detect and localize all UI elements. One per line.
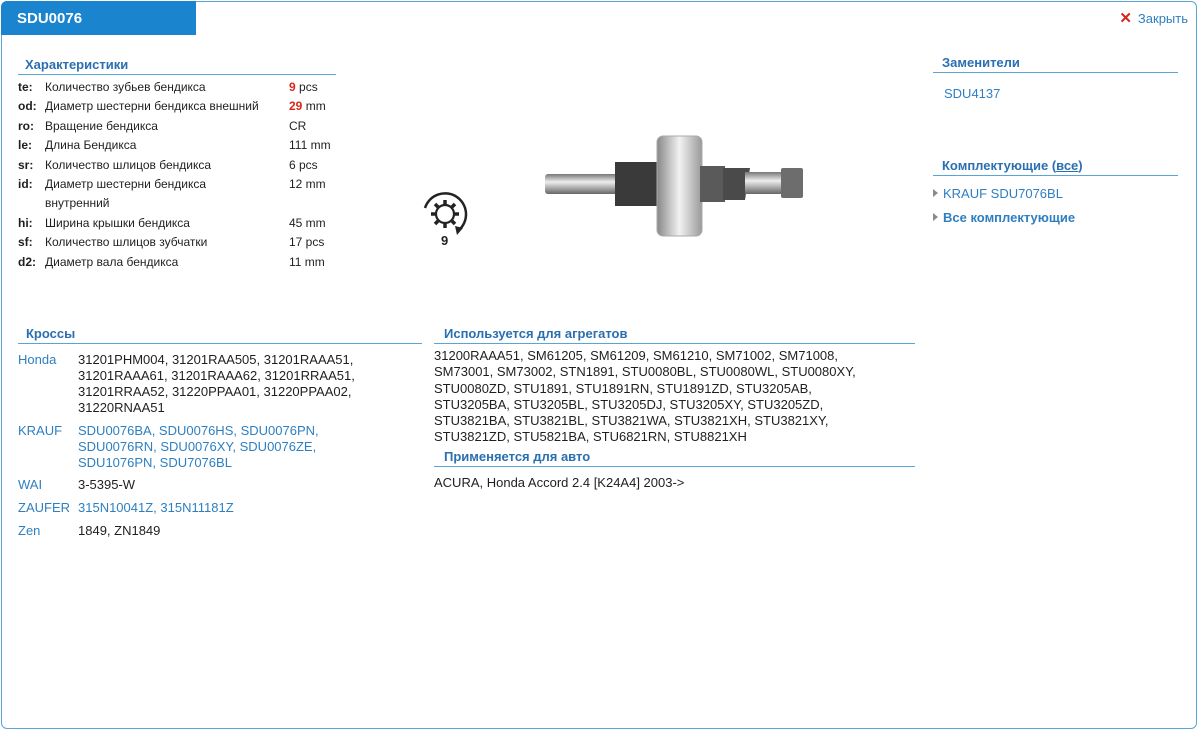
cross-brand: ZAUFER [18,500,70,515]
cross-link-line[interactable]: SDU0076RN, SDU0076XY, SDU0076ZE, [78,439,317,454]
cross-codes [78,477,383,493]
char-name: Вращение бендикса [45,118,158,133]
char-name: Длина Бендикса [45,138,137,153]
char-code: od: [18,99,37,114]
part-number-tab [1,1,196,35]
char-row [18,97,348,116]
cross-link-line[interactable]: SDU1076PN, SDU7076BL [78,455,232,470]
components-list [933,182,1075,230]
units-line: STU3205BA, STU3205BL, STU3205DJ, STU3205XY, STU3205ZD, [434,396,824,412]
char-value [289,78,318,97]
cross-brand: KRAUF [18,423,63,438]
char-value [289,253,325,272]
char-value-unit: pcs [295,80,318,94]
close-label: Закрыть [1137,11,1188,26]
char-code: te: [18,80,33,94]
all-components-link[interactable]: Все комплектующие [943,210,1076,225]
char-code: ro: [18,118,34,133]
char-row [18,253,348,272]
close-button[interactable] [1119,11,1188,26]
component-item[interactable] [933,206,1075,230]
cross-brand: Zen [18,523,41,538]
char-value-unit: 12 mm [289,177,326,192]
replacement-link[interactable]: SDU4137 [944,86,1001,101]
used-for-units-heading: Используется для агрегатов [434,326,915,344]
char-value-unit: 45 mm [289,215,326,230]
char-value [289,97,326,116]
char-row [18,136,348,155]
cross-line: 31220RNAA51 [78,400,165,415]
units-line: STU3821BA, STU3821BL, STU3821WA, STU3821XH, STU3821XY, [434,413,829,429]
components-heading-suffix: ) [1078,158,1083,173]
char-value [289,214,326,233]
char-value-unit: mm [302,99,326,114]
char-code: sr: [18,157,34,172]
cross-line: 1849, ZN1849 [78,523,161,538]
char-value-unit: 17 pcs [289,235,325,250]
characteristics-table [18,78,348,272]
char-name: Ширина крышки бендикса [45,215,190,230]
char-code: id: [18,177,33,192]
gear-rotation-icon [415,190,485,250]
cross-line: 31201RRAA52, 31220PPAA01, 31220PPAA02, [78,384,352,399]
char-row [18,233,348,252]
close-icon: ✕ [1119,10,1132,27]
used-for-units-list [434,348,856,446]
cross-codes [78,523,383,539]
cross-line: 31201RAAA61, 31201RAAA62, 31201RRAA51, [78,368,355,383]
bullet-triangle-icon [933,213,938,221]
char-row [18,78,348,97]
char-value-number: 29 [289,99,303,114]
char-row [18,175,348,214]
char-value-unit: 11 mm [289,254,325,269]
product-image [545,128,805,243]
char-code: d2: [18,254,36,269]
cross-brand: WAI [18,477,43,492]
component-link[interactable]: KRAUF SDU7076BL [943,186,1063,201]
bullet-triangle-icon [933,189,938,197]
characteristics-heading: Характеристики [18,57,336,75]
char-value [289,175,326,194]
char-value-unit: 111 mm [289,138,331,153]
cross-codes [78,352,383,416]
crosses-heading: Кроссы [18,326,422,344]
char-value [289,233,324,252]
cross-link-line[interactable]: SDU0076BA, SDU0076HS, SDU0076PN, [78,423,319,438]
cross-codes [78,500,383,516]
components-heading [933,158,1178,176]
char-name: Количество зубьев бендикса [45,80,206,94]
replacements-list [944,86,1000,101]
char-value-unit: CR [289,118,307,133]
component-item[interactable] [933,182,1075,206]
char-code: le: [18,138,33,153]
char-row [18,156,348,175]
char-name: Диаметр вала бендикса [45,254,179,269]
char-name: Диаметр шестерни бендикса внешний [45,99,259,114]
units-line: STU0080ZD, STU1891, STU1891RN, STU1891ZD, STU3205AB, [434,380,812,396]
applied-for-cars-text: ACURA, Honda Accord 2.4 [K24A4] 2003-> [434,475,685,490]
replacements-heading: Заменители [933,55,1178,73]
char-value-unit: 6 pcs [289,157,318,172]
char-value-number: 9 [289,80,296,94]
char-name: Количество шлицов зубчатки [45,235,208,250]
char-value [289,156,318,175]
cross-brand: Honda [18,352,57,367]
cross-line: 3-5395-W [78,477,136,492]
char-name: Количество шлицов бендикса [45,157,212,172]
units-line: STU3821ZD, STU5821BA, STU6821RN, STU8821XH [434,429,747,445]
cross-line: 31201PHM004, 31201RAA505, 31201RAAA51, [78,352,354,367]
units-line: SM73001, SM73002, STN1891, STU0080BL, STU0080WL, STU0080XY, [434,364,856,380]
char-value [289,117,306,136]
components-heading-text: Комплектующие ( [942,158,1057,173]
char-code: sf: [18,235,33,250]
char-row [18,214,348,233]
char-name: Диаметр шестерни бендикса внутренний [45,177,207,211]
gear-teeth-count: 9 [441,233,449,248]
cross-link-line[interactable]: 315N10041Z, 315N11181Z [78,500,234,515]
units-line: 31200RAAA51, SM61205, SM61209, SM61210, SM71002, SM71008, [434,348,838,363]
part-number-title: SDU0076 [17,10,83,27]
components-all-link[interactable]: все [1056,158,1079,173]
applied-for-cars-heading: Применяется для авто [434,449,915,467]
char-row [18,117,348,136]
cross-codes [78,423,383,471]
char-value [289,136,331,155]
char-code: hi: [18,215,33,230]
